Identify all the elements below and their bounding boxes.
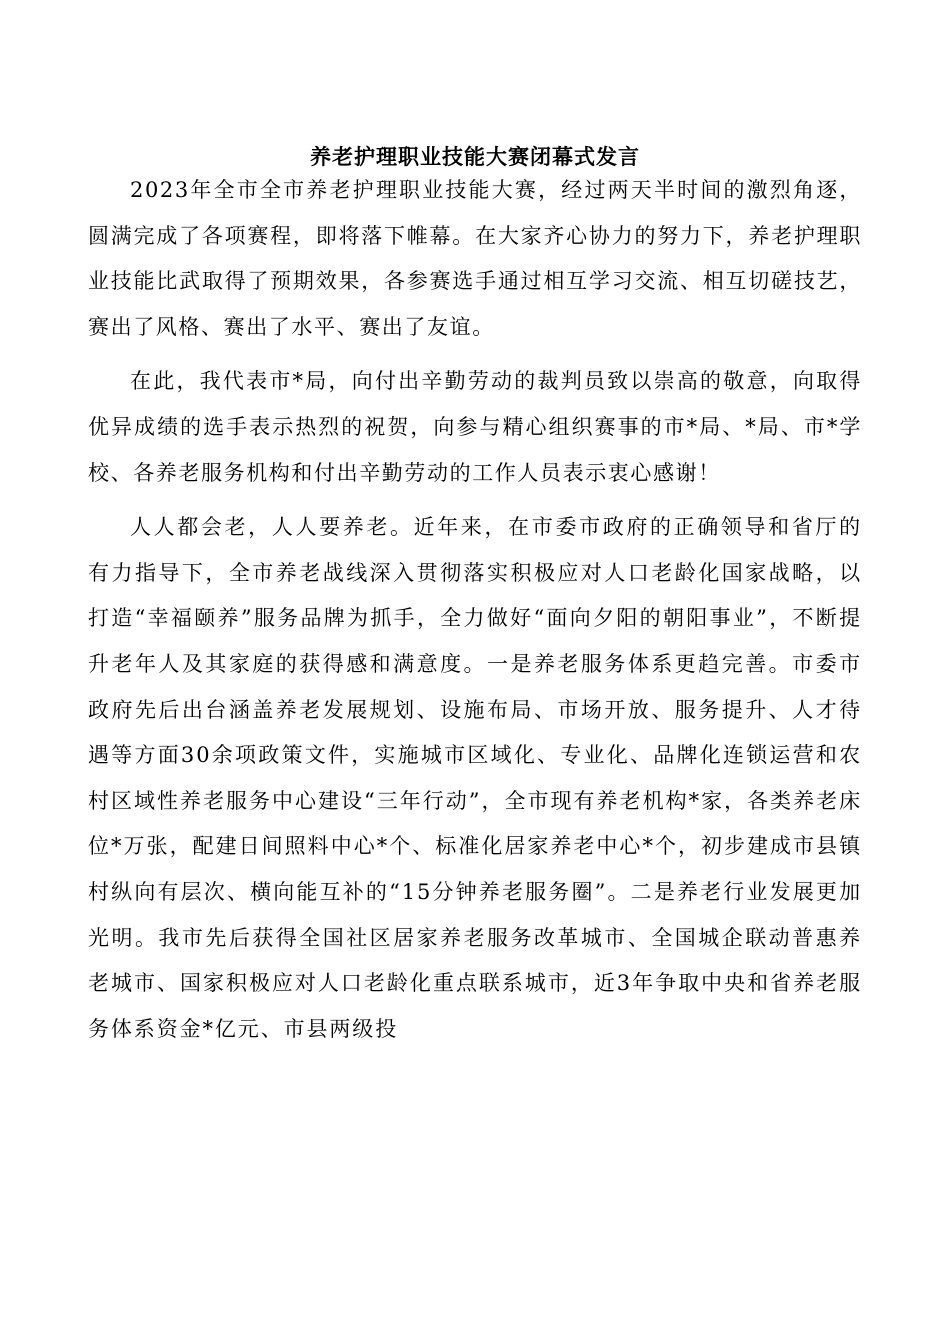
document-body	[88, 168, 862, 1052]
paragraph-2: 在此，我代表市*局，向付出辛勤劳动的裁判员致以崇高的敬意，向取得优异成绩的选手表示热烈的祝贺，向参与精心组织赛事的市*局、*局、市*学校、各养老服务机构和付出辛勤劳动的工作人员表示衷心感谢！	[88, 369, 862, 485]
document-title: 养老护理职业技能大赛闭幕式发言	[310, 144, 640, 169]
paragraph-3: 人人都会老，人人要养老。近年来，在市委市政府的正确领导和省厅的有力指导下，全市养老战线深入贯彻落实积极应对人口老龄化国家战略，以打造“幸福颐养”服务品牌为抓手，全力做好“面向夕阳的朝阳事业”，不断提升老年人及其家庭的获得感和满意度。一是养老服务体系更趋完善。市委市政府先后出台涵盖养老发展规划、设施布局、市场开放、服务提升、人才待遇等方面30余项政策文件，实施城市区域化、专业化、品牌化连锁运营和农村区域性养老服务中心建设“三年行动”，全市现有养老机构*家，各类养老床位*万张，配建日间照料中心*个、标准化居家养老中心*个，初步建成市县镇村纵向有层次、横向能互补的“15分钟养老服务圈”。二是养老行业发展更加光明。我市先后获得全国社区居家养老服务改革城市、全国城企联动普惠养老城市、国家积极应对人口老龄化重点联系城市，近3年争取中央和省养老服务体系资金*亿元、市县两级投	[88, 515, 862, 1041]
paragraph-1: 2023年全市全市养老护理职业技能大赛，经过两天半时间的激烈角逐，圆满完成了各项赛程，即将落下帷幕。在大家齐心协力的努力下，养老护理职业技能比武取得了预期效果，各参赛选手通过相互学习交流、相互切磋技艺，赛出了风格、赛出了水平、赛出了友谊。	[88, 178, 862, 339]
